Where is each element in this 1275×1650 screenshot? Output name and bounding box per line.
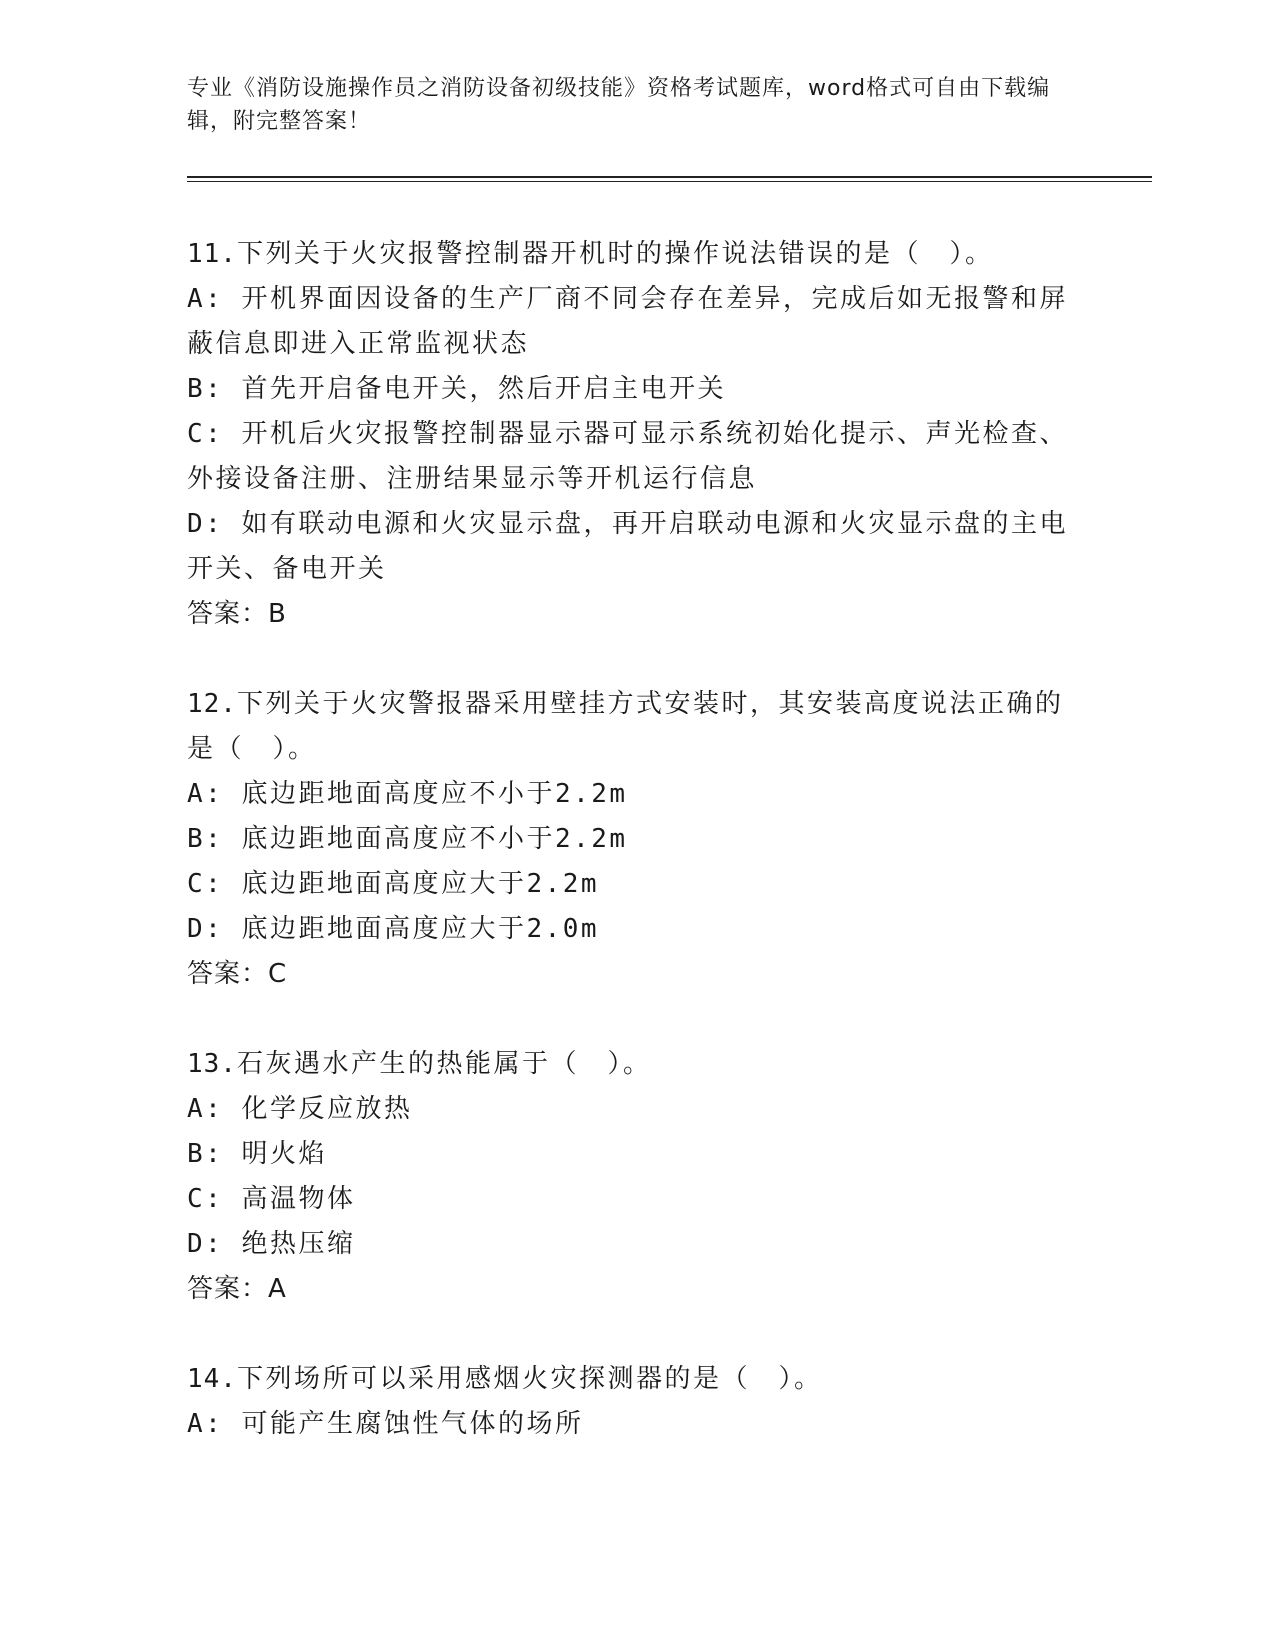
- option-text: 开机后火灾报警控制器显示器可显示系统初始化提示、声光检查、外接设备注册、注册结果显示等开机运行信息: [187, 419, 1068, 494]
- option-label: C:: [187, 419, 224, 449]
- question-text: 下列关于火灾警报器采用壁挂方式安装时，其安装高度说法正确的是（ ）。: [187, 689, 1064, 764]
- question-13: [187, 1042, 1087, 1312]
- question-stem: [187, 1042, 1087, 1087]
- option-text: 绝热压缩: [241, 1229, 356, 1259]
- header-rule-thin: [187, 181, 1152, 182]
- question-text: 石灰遇水产生的热能属于（ ）。: [236, 1049, 652, 1079]
- option-text: 底边距地面高度应大于2.0m: [241, 914, 600, 944]
- option-c: [187, 412, 1087, 502]
- option-text: 明火焰: [241, 1139, 327, 1169]
- option-b: [187, 817, 1087, 862]
- document-header: 专业《消防设施操作员之消防设备初级技能》资格考试题库，word格式可自由下载编辑，附完整答案！: [187, 76, 1051, 134]
- option-c: [187, 1177, 1087, 1222]
- option-text: 化学反应放热: [241, 1094, 413, 1124]
- question-11: [187, 232, 1087, 637]
- option-label: D:: [187, 914, 224, 944]
- option-label: C:: [187, 1184, 224, 1214]
- question-number: 11.: [187, 239, 237, 269]
- option-text: 如有联动电源和火灾显示盘，再开启联动电源和火灾显示盘的主电开关、备电开关: [187, 509, 1068, 584]
- question-stem: [187, 232, 1087, 277]
- option-text: 底边距地面高度应不小于2.2m: [241, 824, 628, 854]
- option-a: [187, 1402, 1087, 1447]
- answer-line: 答案：A: [187, 1274, 287, 1304]
- option-d: [187, 1222, 1087, 1267]
- option-label: D:: [187, 1229, 224, 1259]
- option-text: 可能产生腐蚀性气体的场所: [241, 1409, 584, 1439]
- question-stem: [187, 682, 1087, 772]
- option-label: B:: [187, 824, 224, 854]
- answer-line: 答案：B: [187, 599, 287, 629]
- option-b: [187, 367, 1087, 412]
- option-label: A:: [187, 284, 224, 314]
- question-number: 14.: [187, 1364, 237, 1394]
- option-label: A:: [187, 1094, 224, 1124]
- question-text: 下列关于火灾报警控制器开机时的操作说法错误的是（ ）。: [236, 239, 994, 269]
- option-text: 高温物体: [241, 1184, 356, 1214]
- option-text: 开机界面因设备的生产厂商不同会存在差异，完成后如无报警和屏蔽信息即进入正常监视状态: [187, 284, 1068, 359]
- question-12: [187, 682, 1087, 997]
- option-label: B:: [187, 1139, 224, 1169]
- option-label: A:: [187, 779, 224, 809]
- option-text: 底边距地面高度应不小于2.2m: [241, 779, 628, 809]
- option-label: D:: [187, 509, 224, 539]
- option-a: [187, 1087, 1087, 1132]
- question-number: 13.: [187, 1049, 237, 1079]
- option-a: [187, 772, 1087, 817]
- question-number: 12.: [187, 689, 237, 719]
- answer-line: 答案：C: [187, 959, 288, 989]
- option-c: [187, 862, 1087, 907]
- option-b: [187, 1132, 1087, 1177]
- option-a: [187, 277, 1087, 367]
- question-14: [187, 1357, 1087, 1447]
- option-label: A:: [187, 1409, 224, 1439]
- option-d: [187, 502, 1087, 592]
- option-text: 首先开启备电开关，然后开启主电开关: [241, 374, 726, 404]
- question-stem: [187, 1357, 1087, 1402]
- option-d: [187, 907, 1087, 952]
- option-label: B:: [187, 374, 224, 404]
- header-rule-thick: [187, 176, 1152, 178]
- question-list: [187, 232, 1087, 1447]
- option-text: 底边距地面高度应大于2.2m: [241, 869, 600, 899]
- question-text: 下列场所可以采用感烟火灾探测器的是（ ）。: [236, 1364, 823, 1394]
- option-label: C:: [187, 869, 224, 899]
